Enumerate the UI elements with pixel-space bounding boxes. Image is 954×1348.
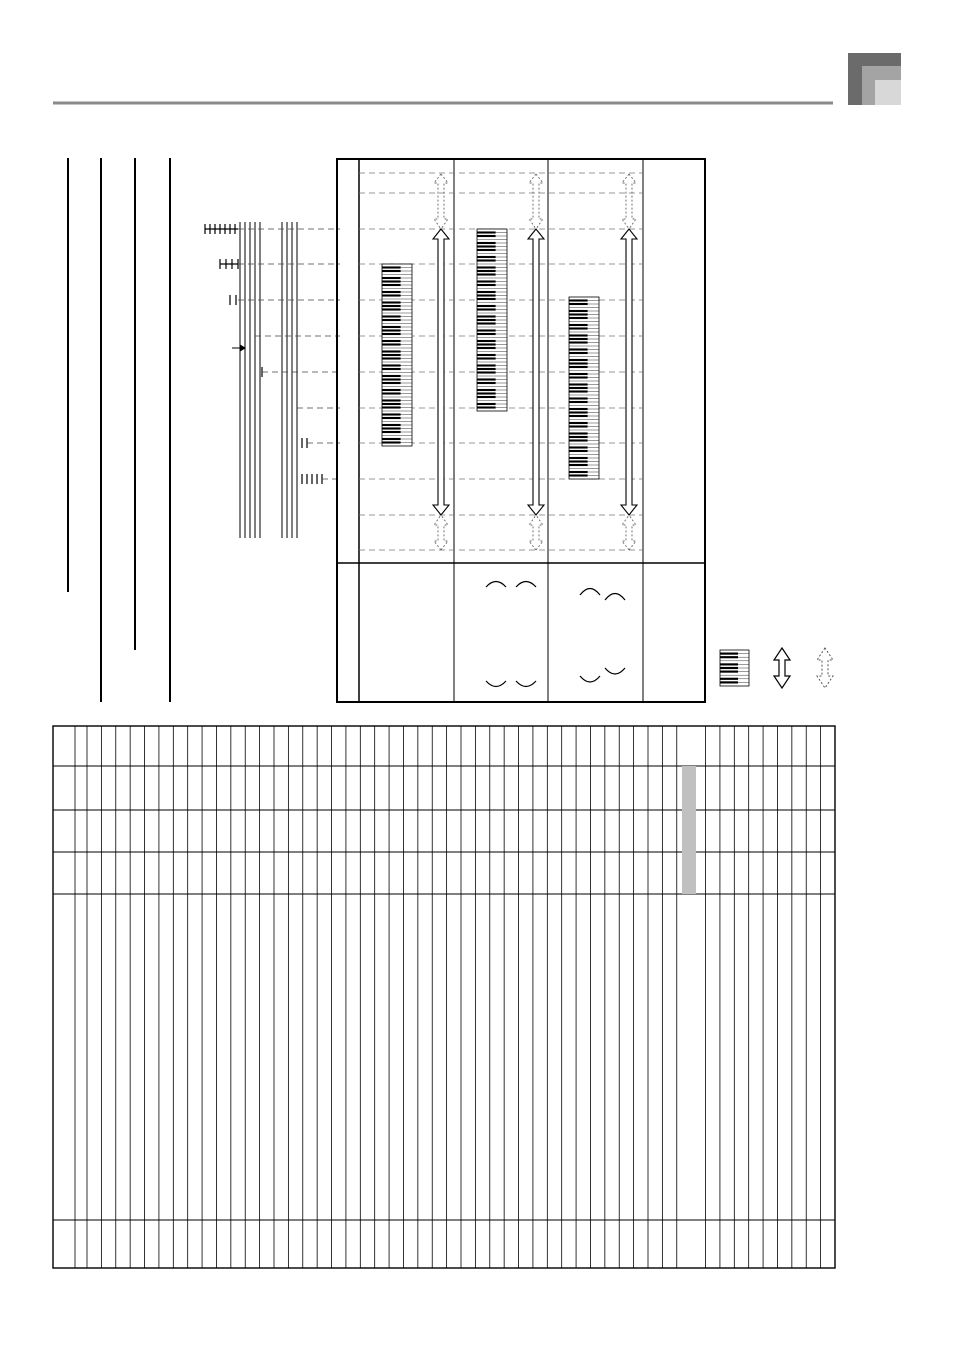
keyboard bbox=[382, 264, 412, 446]
corner-tab bbox=[848, 53, 901, 105]
tick-cluster bbox=[302, 474, 322, 484]
tie-mark bbox=[580, 676, 600, 682]
tick-cluster bbox=[302, 438, 307, 448]
pitch-ruler bbox=[205, 222, 322, 538]
range-arrow bbox=[621, 174, 637, 550]
tie-mark bbox=[605, 594, 625, 601]
pointer-arrow-icon bbox=[232, 345, 245, 351]
tie-mark bbox=[605, 668, 625, 674]
keyboard bbox=[720, 650, 749, 686]
tie-mark bbox=[516, 681, 536, 687]
dotted-range-arrow-icon bbox=[817, 648, 833, 688]
guide-lines bbox=[238, 229, 340, 479]
tie-mark bbox=[516, 582, 536, 588]
tie-mark bbox=[580, 589, 600, 596]
keyboard bbox=[477, 229, 507, 411]
keyboard bbox=[569, 297, 599, 479]
range-arrow bbox=[433, 174, 449, 550]
range-diagram bbox=[337, 159, 705, 702]
keyboard-icon bbox=[720, 650, 749, 686]
tick-cluster bbox=[205, 224, 238, 234]
table-frame bbox=[53, 726, 835, 1268]
spec-table bbox=[53, 726, 835, 1268]
legend bbox=[720, 648, 833, 688]
table-gap bbox=[682, 766, 696, 894]
range-arrow bbox=[528, 174, 544, 550]
bracket-lines bbox=[68, 158, 170, 702]
tie-marks bbox=[486, 582, 625, 687]
tick-cluster bbox=[230, 295, 236, 305]
tie-mark bbox=[486, 582, 506, 588]
tick-cluster bbox=[220, 259, 238, 269]
range-arrow-icon bbox=[774, 648, 790, 688]
header bbox=[53, 53, 901, 105]
tie-mark bbox=[486, 681, 506, 687]
